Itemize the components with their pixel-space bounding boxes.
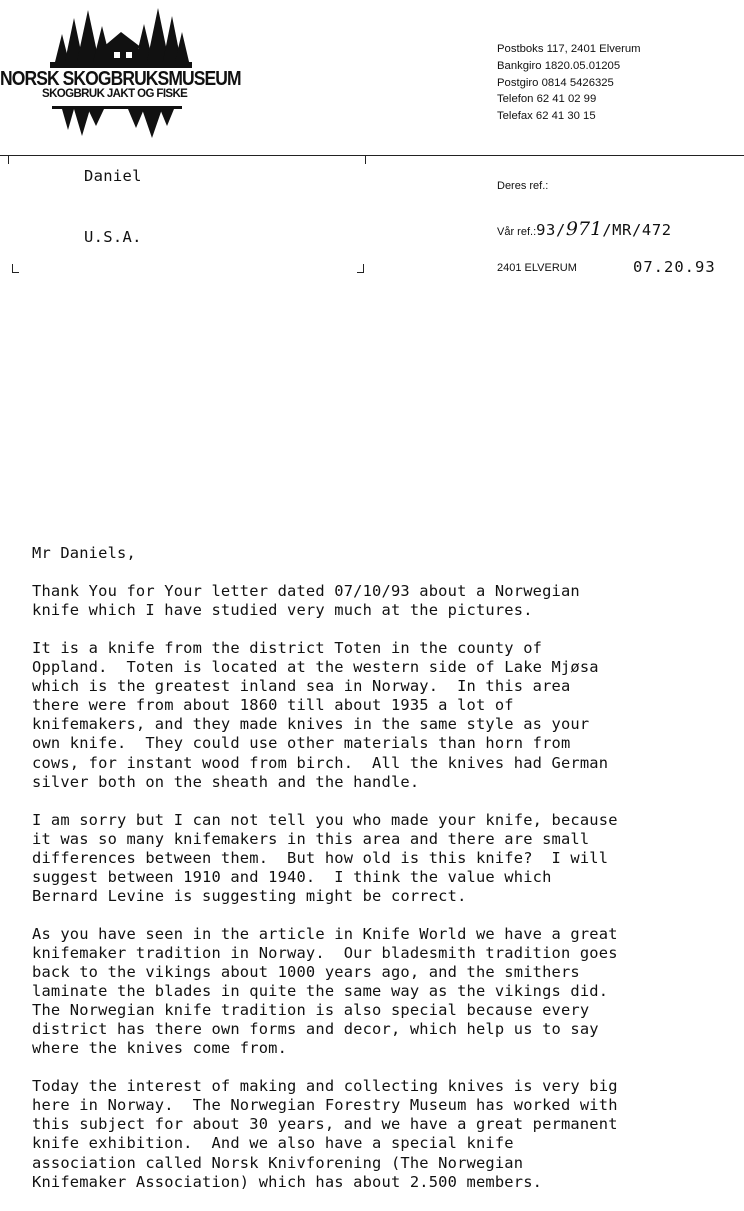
paragraph: I am sorry but I can not tell you who made your knife, because it was so many knifemakers in this area and there are small differences between them. But how old is this knife? I will suggest between 1910 and 1940. I think the value which Bernard Levine is suggesting might be correct. xyxy=(32,810,618,905)
contact-info xyxy=(497,41,641,125)
museum-logo xyxy=(0,4,240,144)
var-ref xyxy=(497,218,672,240)
paragraph: Thank You for Your letter dated 07/10/93 about a Norwegian knife which I have studied very much at the pictures. xyxy=(32,582,580,620)
address-corner-mark xyxy=(12,272,19,273)
contact-telefon: Telefon 62 41 02 99 xyxy=(497,93,597,106)
letter-date: 07.20.93 xyxy=(633,258,716,276)
reflected-trees-icon xyxy=(52,104,182,140)
salutation: Mr Daniels, xyxy=(32,544,136,562)
header-rule xyxy=(0,155,744,156)
address-corner-mark xyxy=(8,155,9,164)
contact-postgiro: Postgiro 0814 5426325 xyxy=(497,76,614,89)
address-corner-mark xyxy=(365,155,366,164)
recipient-country: U.S.A. xyxy=(84,228,142,246)
var-ref-label: Vår ref.: xyxy=(497,226,537,238)
place: 2401 ELVERUM xyxy=(497,262,577,274)
recipient-name: Daniel xyxy=(84,167,142,185)
deres-ref-label: Deres ref.: xyxy=(497,180,549,192)
var-ref-handwritten: 971 xyxy=(565,218,603,240)
contact-address: Postboks 117, 2401 Elverum xyxy=(497,43,641,55)
paragraph: It is a knife from the district Toten in the county of Oppland. Toten is located at the western side of Lake Mjøsa which is the greatest inland sea in Norway. In this area there were from about 1860 till about 1935 a lot of knifemakers, and they made knives in the same style as your own knife. They could use other materials than horn from cows, for instant wood from birch. All the knives had German silver both on the sheath and the handle. xyxy=(32,639,609,791)
paragraph: As you have seen in the article in Knife World we have a great knifemaker tradition in Norway. Our bladesmith tradition goes back to the vikings about 1000 years ago, and the smithers laminate the blades in quite the same way as the vikings did. The Norwegian knife tradition is also special because every district has there own forms and decor, which help us to say where the knives come from. xyxy=(32,924,618,1058)
contact-telefax: Telefax 62 41 30 15 xyxy=(497,110,596,123)
contact-bankgiro: Bankgiro 1820.05.01205 xyxy=(497,59,621,72)
museum-subtitle: SKOGBRUK JAKT OG FISKE xyxy=(42,88,188,100)
var-ref-suffix: /MR/472 xyxy=(602,221,672,239)
address-corner-mark xyxy=(357,272,364,273)
forest-cabin-icon xyxy=(46,4,196,68)
letter-body xyxy=(32,544,742,1211)
var-ref-prefix: 93/ xyxy=(536,221,566,239)
paragraph: Today the interest of making and collecting knives is very big here in Norway. The Norwegian Forestry Museum has worked with this subject for about 30 years, and we have a great permanent knife exhibition. And we also have a special knife association called Norsk Knivforening (The Norwegian Knifemaker Association) which has about 2.500 members. xyxy=(32,1077,618,1191)
museum-name: NORSK SKOGBRUKSMUSEUM xyxy=(0,66,241,90)
